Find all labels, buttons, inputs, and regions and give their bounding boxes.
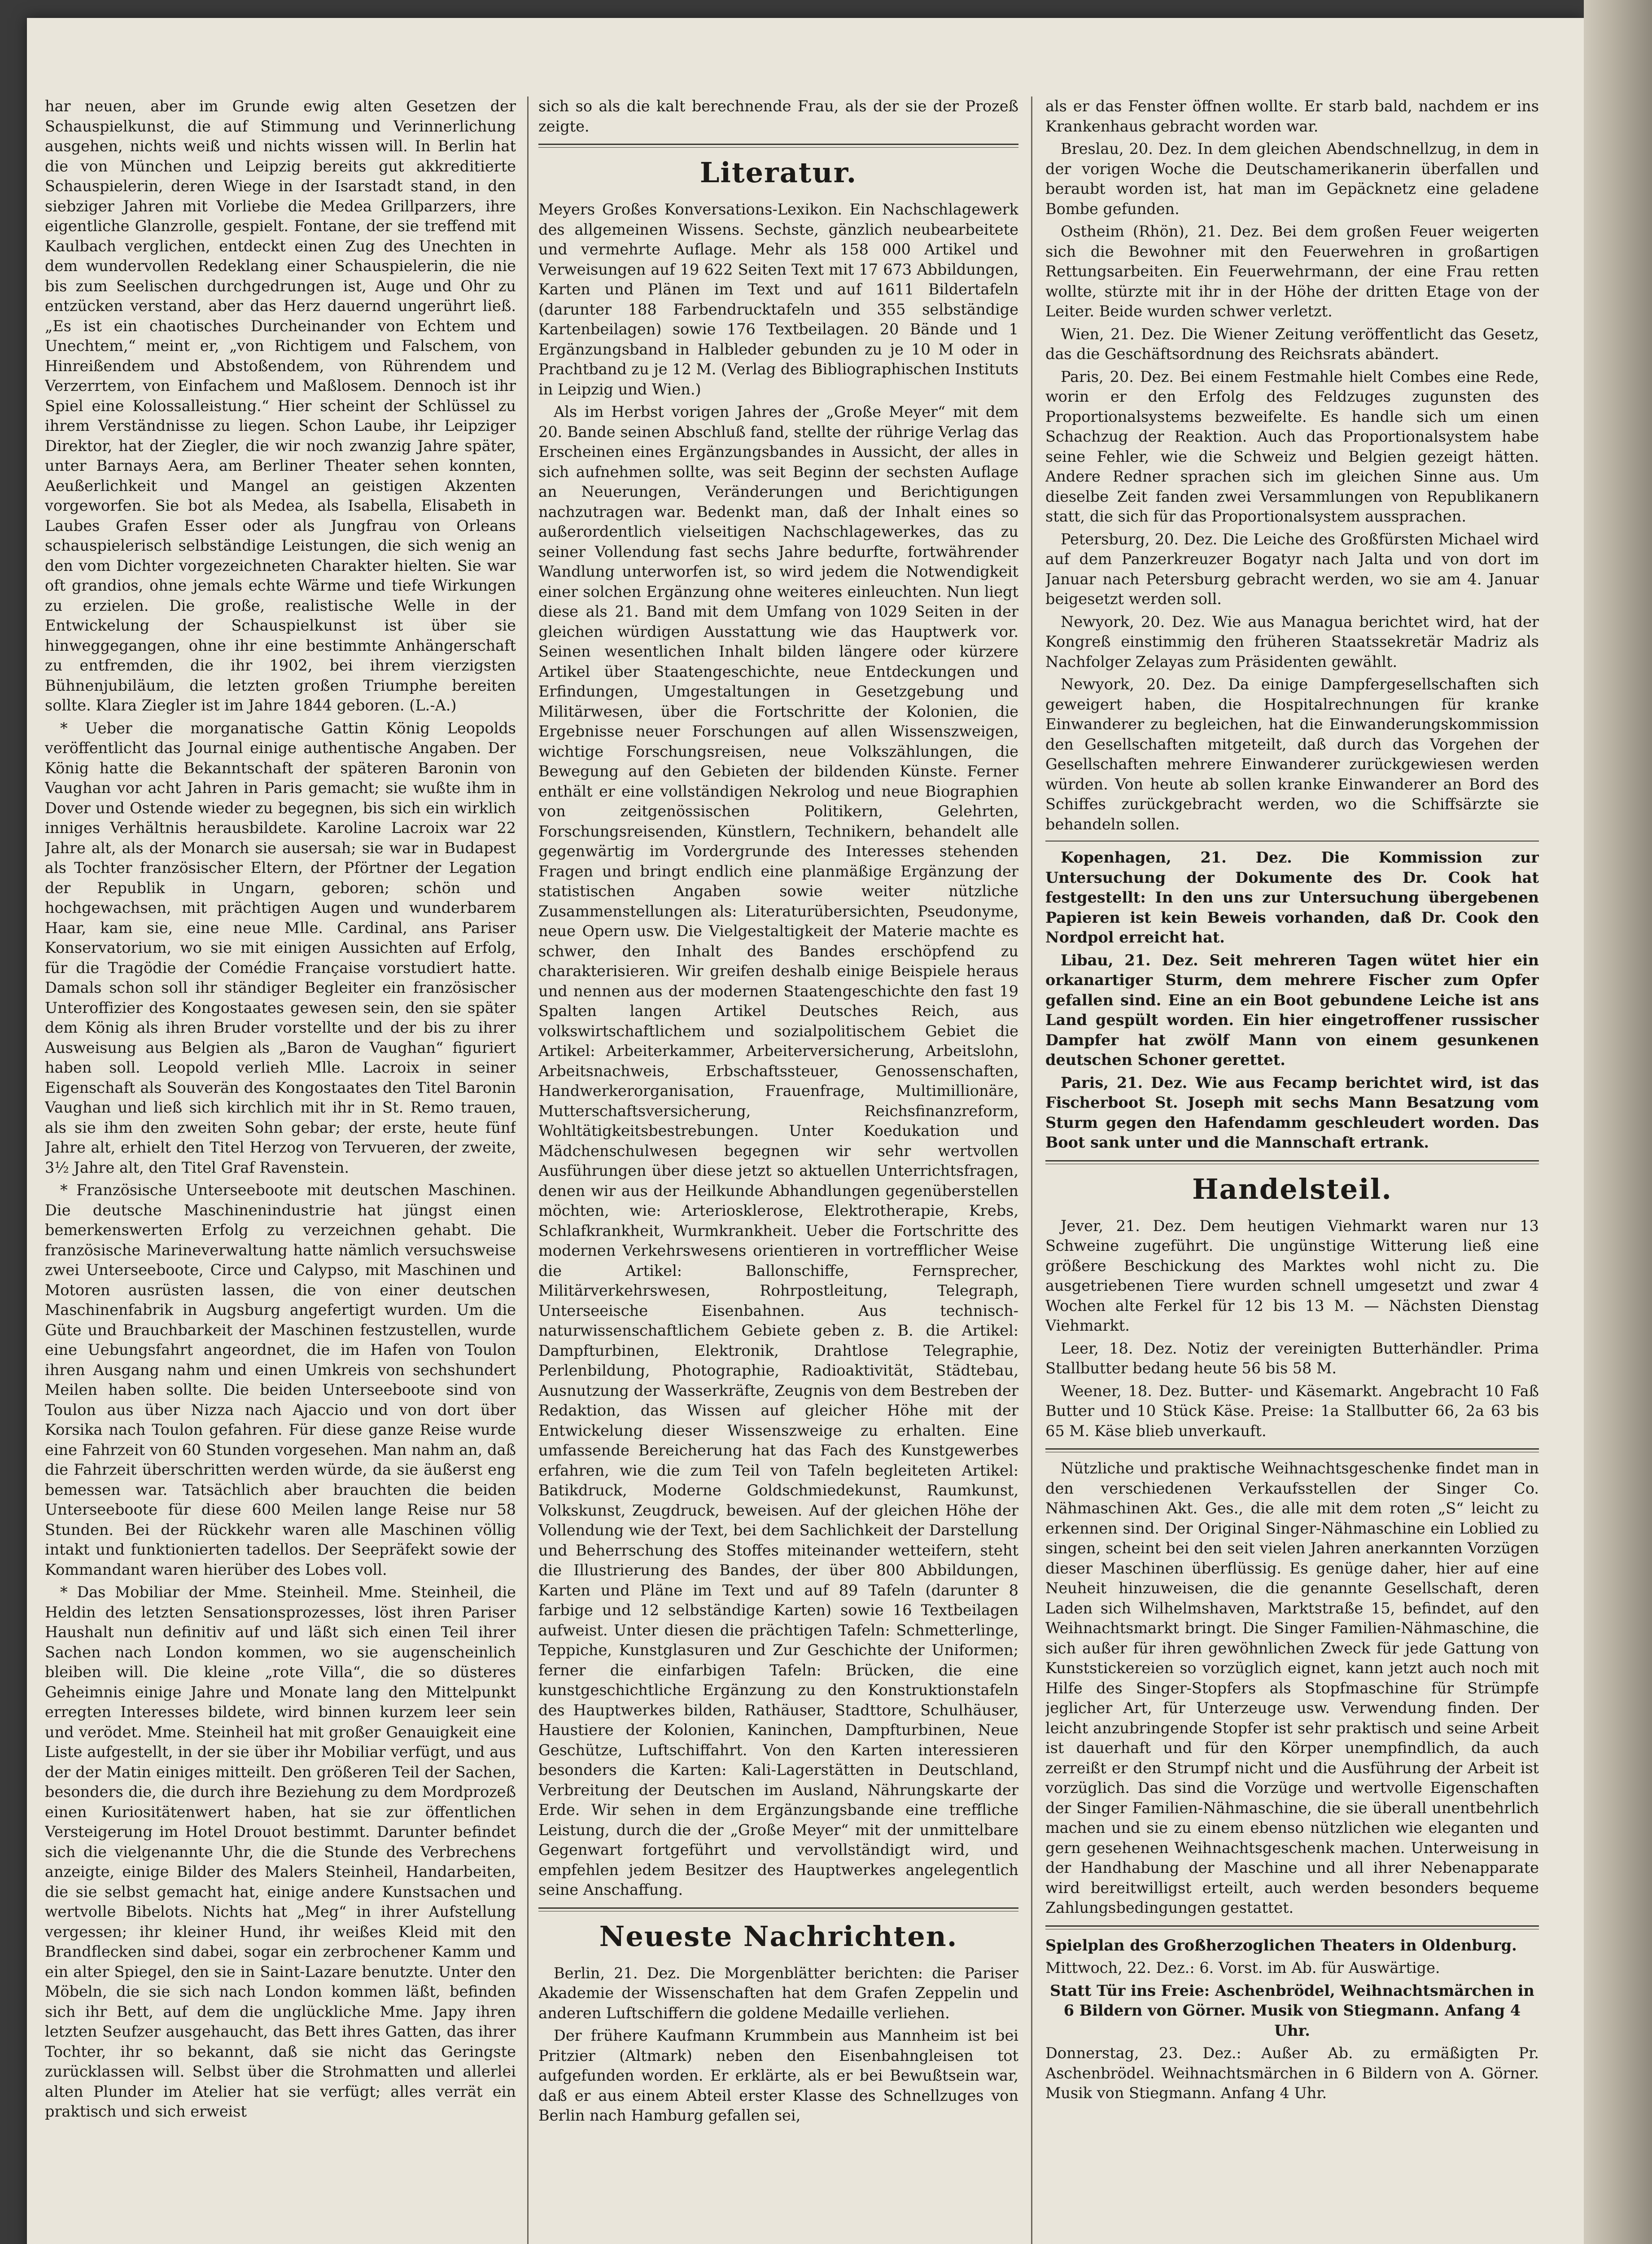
column-left [45,96,516,2244]
advert-singer: Nützliche und praktische Weihnachtsgeschenke findet man in den verschiedenen Verkaufsstellen der Singer Co. Nähmaschinen Akt. Ges., die alle mit dem roten „S“ leicht zu erkennen sind. Der Original Singer-Nähmaschine ein Loblied zu singen, scheint bei den seit vielen Jahren anerkannten Vorzügen dieser Maschinen überflüssig. Es genüge daher, hier auf eine Neuheit hinzuweisen, die die genannte Gesellschaft, deren Laden sich Wilhelmshaven, Marktstraße 15, befindet, auf den Weihnachtsmarkt bringt. Die Singer Familien-Nähmaschine, die sich außer für ihren gewöhnlichen Zweck für jede Gattung von Kunststickereien so vorzüglich eignet, kann jetzt auch noch mit Hilfe des Singer-Stopfers als Stopfmaschine für Strümpfe jeglicher Art, für Unterzeuge usw. Verwendung finden. Der leicht anzubringende Stopfer ist sehr praktisch und seine Arbeit ist dauerhaft und für den Körper unempfindlich, da auch zerreißt er den Strumpf nicht und die Ausführung der Arbeit ist vorzüglich. Das sind die Vorzüge und wertvolle Eigenschaften der Singer Familien-Nähmaschine, die sie überall unentbehrlich machen und sie zu einem ebenso nützlichen wie eleganten und gern gesehenen Weihnachtsgeschenk machen. Unterweisung in der Handhabung der Maschine und all ihrer Nebenapparate wird bereitwilligst erteilt, auch werden besonders bequeme Zahlungsbedingungen gestattet. [1045,1459,1539,1916]
section-title-handelsteil: Handelsteil. [1192,1172,1392,1205]
section-divider [538,144,1018,148]
market-leer: Leer, 18. Dez. Notiz der vereinigten Butterhändler. Prima Stallbutter bedang heute 56 bis 58 M. [1045,1339,1539,1377]
column-middle [538,96,1018,2244]
article-morganatic-wife: * Ueber die morganatische Gattin König Leopolds veröffentlicht das Journal einige authentische Angaben. Der König hatte die Bekanntschaft der späteren Baronin von Vaughan vor acht Jahren in Paris gemacht; sie wußte ihm in Dover und Ostende wieder zu begegnen, bis sich ein wirklich inniges Verhältnis herausbildete. Karoline Lacroix war 22 Jahre alt, als der Monarch sie ausersah; sie war in Budapest als Tochter französischer Eltern, der Pförtner der Legation der Republik in Ungarn, geboren; schön und hochgewachsen, mit prächtigen Augen und wunderbarem Haar, kam sie, eine neue Mlle. Cardinal, ans Pariser Konservatorium, wo sie mit einigen Aussichten auf Erfolg, für die Tragödie der Comédie Française vorstudiert hatte. Damals schon soll ihr ständiger Begleiter ein französischer Unteroffizier des Kongostaates gewesen sein, den sie später dem König als ihren Bruder vorstellte und der bis zu ihrer Ausweisung aus Belgien als „Baron de Vaughan“ figuriert haben soll. Leopold verlieh Mlle. Lacroix in seiner Eigenschaft als Souverän des Kongostaates den Titel Baronin Vaughan und ließ sich kirchlich mit ihr in St. Remo trauen, als sie ihm den zweiten Sohn gebar; der erste, heute fünf Jahre alt, erhielt den Titel Herzog von Tervueren, der zweite, 3½ Jahre alt, den Titel Graf Ravenstein. [45,719,516,1176]
article-continuation: sich so als die kalt berechnende Frau, als der sie der Prozeß zeigte. [538,97,1018,135]
telegram-kopenhagen: Kopenhagen, 21. Dez. Die Kommission zur Untersuchung der Dokumente des Dr. Cook hat festgestellt: In den uns zur Untersuchung übergebenen Papieren ist kein Beweis vorhanden, daß Dr. Cook den Nordpol erreicht hat. [1045,849,1539,946]
theatre-schedule-line: Mittwoch, 22. Dez.: 6. Vorst. im Ab. für Auswärtige. [1045,1959,1440,1977]
review-body: Als im Herbst vorigen Jahres der „Große Meyer“ mit dem 20. Bande seinen Abschluß fand, stellte der rührige Verlag das Erscheinen eines Ergänzungsbandes in Aussicht, der alles in sich aufnehmen sollte, was seit Beginn der sechsten Auflage an Neuerungen, Veränderungen und Berichtigungen nachzutragen war. Bedenkt man, daß der Inhalt eines so außerordentlich vielseitigen Nachschlagewerkes, das zu seiner Vollendung fast sechs Jahre bedurfte, fortwährender Wandlung unterworfen ist, so wird jedem die Notwendigkeit einer solchen Ergänzung ohne weiteres einleuchten. Nun liegt diese als 21. Band mit dem Umfang von 1029 Seiten in der gleichen würdigen Ausstattung wie das Hauptwerk vor. Seinen wesentlichen Inhalt bilden längere oder kürzere Artikel über Staatengeschichte, neue Entdeckungen und Erfindungen, Umgestaltungen in Gesetzgebung und Militärwesen, über die Fortschritte der Kolonien, die Ergebnisse neuer Forschungen auf allen Wissenszweigen, wichtige Forschungsreisen, neue Volkszählungen, die Bewegung auf den Gebieten der bildenden Künste. Ferner enthält er eine vollständigen Nekrolog und neue Biographien von zeitgenössischen Politikern, Gelehrten, Forschungsreisenden, Künstlern, Technikern, behandelt alle gegenwärtig im Vordergrunde des Interesses stehenden Fragen und bringt endlich eine planmäßige Ergänzung der statistischen Angaben sowie weiter nützliche Zusammenstellungen als: Literaturübersichten, Pseudonyme, neue Opern usw. Die Vielgestaltigkeit der Materie machte es schwer, den Inhalt des Bandes erschöpfend zu charakterisieren. Wir greifen deshalb einige Beispiele heraus und nennen aus der modernen Staatengeschichte den fast 19 Spalten langen Artikel Deutsches Reich, aus volkswirtschaftlichem und sozialpolitischem Gebiet die Artikel: Arbeiterkammer, Arbeiterversicherung, Arbeitslohn, Arbeitsnachweis, Erbschaftssteuer, Genossenschaften, Handwerkerorganisation, Frauenfrage, Multimillionäre, Mutterschaftsversicherung, Reichsfinanzreform, Wohltätigkeitsbestrebungen. Unter Koedukation und Mädchenschulwesen begegnen wir sehr wertvollen Ausführungen über diese jetzt so aktuellen Unterrichtsfragen, denen wir aus der Heilkunde Abhandlungen gegenüberstellen möchten, wie: Arteriosklerose, Elektrotherapie, Krebs, Schlafkrankheit, Wurmkrankheit. Ueber die Fortschritte des modernen Verkehrswesens orientieren in vortrefflicher Weise die Artikel: Ballonschiffe, Fernsprecher, Militärverkehrswesen, Rohrpostleitung, Telegraph, Unterseeische Eisenbahnen. Aus technisch-naturwissenschaftlichem Gebiete geben z. B. die Artikel: Dampfturbinen, Elektronik, Drahtlose Telegraphie, Perlenbildung, Photographie, Radioaktivität, Städtebau, Ausnutzung der Wasserkräfte, Zeugnis von dem Bestreben der Redaktion, das Wissen auf gleicher Höhe mit der Entwickelung dieser Wissenszweige zu erhalten. Eine umfassende Bereicherung hat das Fach des Kunstgewerbes erfahren, wie die zum Teil von Tafeln begleiteten Artikel: Batikdruck, Moderne Goldschmiedekunst, Raumkunst, Volkskunst, Zeugdruck, beweisen. Auf der gleichen Höhe der Vollendung wie der Text, bei dem Sachlichkeit der Darstellung und Beherrschung des Stoffes miteinander wetteifern, steht die Illustrierung des Bandes, der über 800 Abbildungen, Karten und Pläne im Text und auf 89 Tafeln (darunter 8 farbige und 12 selbständige Karten) sowie 16 Textbeilagen aufweist. Unter diesen die prächtigen Tafeln: Schmetterlinge, Teppiche, Kunstglasuren und Zur Geschichte der Uniformen; ferner die einfarbigen Tafeln: Brücken, die eine kunstgeschichtliche Ergänzung zu den Konstruktionstafeln des Hauptwerkes bilden, Rathäuser, Stadttore, Schulhäuser, Haustiere der Kolonien, Kaninchen, Dampfturbinen, Neue Geschütze, Luftschiffahrt. Von den Karten interessieren besonders die Karten: Kali-Lagerstätten in Deutschland, Verbreitung der Deutschen im Ausland, Nährungskarte der Erde. Wir sehen in dem Ergänzungsbande eine treffliche Leistung, durch die der „Große Meyer“ mit der unmittelbare Gegenwart fortgeführt und vervollständigt wird, und empfehlen jedem Besitzer des Hauptwerkes angelegentlich seine Anschaffung. [538,403,1018,1898]
theatre-schedule-line: Statt Tür ins Freie: Aschenbrödel, Weihnachtsmärchen in 6 Bildern von Görner. Musik von Stiegmann. Anfang 4 Uhr. [1050,1981,1534,2039]
theatre-schedule-line: Donnerstag, 23. Dez.: Außer Ab. zu ermäßigten Pr. Aschenbrödel. Weihnachtsmärchen in 6 Bildern von A. Görner. Musik von Stiegmann. Anfang 4 Uhr. [1045,2044,1539,2102]
page-edge-background [1584,0,1652,2244]
article-ziegler: har neuen, aber im Grunde ewig alten Gesetzen der Schauspielkunst, die auf Stimmung und Verinnerlichung ausgehen, nichts weiß und nichts wissen will. In Berlin hat die von München und Leipzig bereits gut akkreditierte Schauspielerin, deren Wiege in der Isarstadt stand, in den siebziger Jahren mit Vorliebe die Medea Grillparzers, ihre eigentliche Glanzrolle, gespielt. Fontane, der sie treffend mit Kaulbach verglichen, entdeckt einen Zug des Unechten in dem wundervollen Redeklang einer Schauspielerin, die nie bis zum Seelischen durchgedrungen ist, Auge und Ohr zu entzücken verstand, aber das Herz dauernd ungerührt ließ. „Es ist ein chaotisches Durcheinander von Echtem und Unechtem,“ meint er, „von Richtigem und Falschem, von Hinreißendem und Abstoßendem, von Rührendem und Verzerrtem, von Einfachem und Maßlosem. Dennoch ist ihr Spiel eine Kolossalleistung.“ Hier scheint der Schlüssel zu ihrem Verständnisse zu liegen. Schon Laube, ihr Leipziger Direktor, hat der Ziegler, die wir noch zwanzig Jahre später, unter Barnays Aera, am Berliner Theater sehen konnten, Aeußerlichkeit und Mangel an geistigen Akzenten vorgeworfen. Sie bot als Medea, als Isabella, Elisabeth in Laubes Grafen Esser oder als Jungfrau von Orleans schauspielerisch selbständige Leistungen, die sich wenig an den vom Dichter vorgezeichneten Charakter hielten. Sie war oft grandios, ohne jemals echte Wärme und tiefe Wirkungen zu erzielen. Die große, realistische Welle in der Entwickelung der Schauspielkunst ist über sie hinweggegangen, ohne ihr eine bestimmte Anhängerschaft zu entfremden, die ihr 1902, bei ihrem vierzigsten Bühnenjubiläum, die letzten großen Triumphe bereiten sollte. Klara Ziegler ist im Jahre 1844 geboren. (L.-A.) [45,97,516,714]
column-divider [527,96,529,2244]
news-berlin: Berlin, 21. Dez. Die Morgenblätter berichten: die Pariser Akademie der Wissenschaften hat dem Grafen Zeppelin und anderen Luftschiffern die goldene Medaille verliehen. [538,1964,1018,2022]
news-petersburg: Petersburg, 20. Dez. Die Leiche des Großfürsten Michael wird auf dem Panzerkreuzer Bogatyr nach Jalta und von dort im Januar nach Petersburg gebracht werden, wo sie am 4. Januar beigesetzt werden soll. [1045,530,1539,608]
section-title-nachrichten: Neueste Nachrichten. [599,1920,958,1953]
telegram-paris: Paris, 21. Dez. Wie aus Fecamp berichtet wird, ist das Fischerboot St. Joseph mit sechs Mann Besatzung vom Sturm gegen den Hafendamm geschleudert worden. Das Boot sank unter und die Mannschaft ertrank. [1045,1074,1539,1151]
news-ostheim: Ostheim (Rhön), 21. Dez. Bei dem großen Feuer weigerten sich die Bewohner mit den Feuerwehren in großartigen Rettungsarbeiten. Ein Feuerwehrmann, der eine Frau retten wollte, stürzte mit ihr in der Höhe der dritten Etage von der Leiter. Beide wurden schwer verletzt. [1045,223,1539,320]
section-divider [1045,1925,1539,1929]
section-divider [538,1907,1018,1911]
section-divider [1045,841,1539,842]
column-right [1045,96,1539,2244]
market-jever: Jever, 21. Dez. Dem heutigen Viehmarkt waren nur 13 Schweine zugeführt. Die ungünstige Witterung ließ eine größere Beschickung des Marktes wohl nicht zu. Die ausgetriebenen Tiere wurden schnell umgesetzt und zwar 4 Wochen alte Ferkel für 12 bis 13 M. — Nächsten Dienstag Viehmarkt. [1045,1217,1539,1334]
article-submarines: * Französische Unterseeboote mit deutschen Maschinen. Die deutsche Maschinenindustrie hat jüngst einen bemerkenswerten Erfolg zu verzeichnen gehabt. Die französische Marineverwaltung hatte nämlich versuchsweise zwei Unterseeboote, Circe und Calypso, mit Maschinen und Motoren ausrüsten lassen, die von einer deutschen Maschinenfabrik in Augsburg angefertigt wurden. Um die Güte und Brauchbarkeit der Maschinen festzustellen, wurde eine Uebungsfahrt angeordnet, die im Hafen von Toulon ihren Ausgang nahm und einen Umkreis von sechshundert Meilen haben sollte. Die beiden Unterseeboote sind von Toulon aus über Nizza nach Ajaccio und von dort über Korsika nach Toulon gefahren. Für diese ganze Reise wurde eine Fahrzeit von 60 Stunden vorgesehen. Man nahm an, daß die Fahrzeit überschritten werden würde, da sie äußerst eng bemessen war. Tatsächlich aber brauchten die beiden Unterseeboote für diese 600 Meilen lange Reise nur 58 Stunden. Bei der Rückkehr waren alle Maschinen völlig intakt und funktionierten tadellos. Der Seepräfekt sowie der Kommandant waren hierüber des Lobes voll. [45,1181,516,1578]
newspaper-page [27,18,1584,2244]
news-paris: Paris, 20. Dez. Bei einem Festmahle hielt Combes eine Rede, worin er den Erfolg des Feldzuges zugunsten des Proportionalsystems bezweifelte. Es handle sich um einen Schachzug der Reaktion. Auch das Proportionalsystem habe seine Fehler, wie die Schweiz und Belgien gezeigt hätten. Andere Redner sprachen sich im gleichen Sinne aus. Um dieselbe Zeit fanden zwei Versammlungen von Republikanern statt, die sich für das Proportionalsystem aussprachen. [1045,368,1539,525]
section-title-literatur: Literatur. [699,156,857,189]
news-breslau: Breslau, 20. Dez. In dem gleichen Abendschnellzug, in dem in der vorigen Woche die Deutschamerikanerin überfallen und beraubt worden ist, hat man im Gepäcknetz eine geladene Bombe gefunden. [1045,140,1539,218]
news-newyork-managua: Newyork, 20. Dez. Wie aus Managua berichtet wird, hat der Kongreß einstimmig den früheren Staatssekretär Madriz als Nachfolger Zelayas zum Präsidenten gewählt. [1045,613,1539,671]
telegram-libau: Libau, 21. Dez. Seit mehreren Tagen wütet hier ein orkanartiger Sturm, dem mehrere Fischer zum Opfer gefallen sind. Eine an ein Boot gebundene Leiche ist ans Land gespült worden. Ein hier eingetroffener russischer Dampfer hat zwölf Mann von einem gesunkenen deutschen Schoner gerettet. [1045,951,1539,1069]
section-divider [1045,1448,1539,1452]
theatre-schedule-title: Spielplan des Großherzoglichen Theaters in Oldenburg. [1045,1936,1517,1954]
news-wien: Wien, 21. Dez. Die Wiener Zeitung veröffentlicht das Gesetz, das die Geschäftsordnung des Reichsrats abändert. [1045,325,1539,363]
news-newyork-immigrants: Newyork, 20. Dez. Da einige Dampfergesellschaften sich geweigert haben, die Hospitalrechnungen für kranke Einwanderer zu begleichen, hat die Einwanderungskommission den Gesellschaften mitgeteilt, daß durch das Vorgehen der Gesellschaften mehrere Einwanderer zurückgewiesen werden würden. Von heute ab sollen kranke Einwanderer an Bord des Schiffes zurückgebracht werden, wo die Schiffsärzte sie behandeln sollen. [1045,675,1539,833]
column-divider [1031,96,1032,2244]
section-divider [1045,1160,1539,1164]
article-steinheil: * Das Mobiliar der Mme. Steinheil. Mme. Steinheil, die Heldin des letzten Sensationsprozesses, löst ihren Pariser Haushalt nun definitiv auf und läßt sich einen Teil ihrer Sachen nach London kommen, wo sie augenscheinlich bleiben will. Die kleine „rote Villa“, die so düsteres Geheimnis einige Jahre und Monate lang den Mittelpunkt erregten Interesses bildete, wird binnen kurzem leer sein und verödet. Mme. Steinheil hat mit großer Genauigkeit eine Liste aufgestellt, in der sie über ihr Mobiliar verfügt, und aus der der Matin einiges mitteilt. Den größeren Teil der Sachen, besonders die, die durch ihre Beziehung zu dem Mordprozeß einen Kuriositätenwert haben, hat sie zur öffentlichen Versteigerung im Hotel Drouot bestimmt. Darunter befindet sich die vielgenannte Uhr, die die Stunde des Verbrechens anzeigte, einige Bilder des Malers Steinheil, Handarbeiten, die sie selbst gemacht hat, einige andere Kunstsachen und wertvolle Bibelots. Nichts hat „Meg“ in ihrer Aufstellung vergessen; ihr kleiner Hund, ihr weißes Kleid mit den Brandflecken sind dabei, sogar ein zerbrochener Kamm und ein alter Spiegel, den sie in Saint-Lazare benutzte. Unter den Möbeln, die sie sich nach London kommen läßt, befinden sich ihr Bett, auf dem die unglückliche Mme. Japy ihren letzten Seufzer ausgehaucht, das Bett ihres Gatten, das ihrer Tochter, ihr so bekannt, daß sie nicht das Geringste zurücklassen will. Selbst über die Strohmatten und allerlei alten Plunder im Atelier hat sie verfügt; alles verrät ein praktisch und sich erweist [45,1583,516,2120]
news-continuation: als er das Fenster öffnen wollte. Er starb bald, nachdem er ins Krankenhaus gebracht worden war. [1045,97,1539,135]
news-krummbein: Der frühere Kaufmann Krummbein aus Mannheim ist bei Pritzier (Altmark) neben den Eisenbahngleisen tot aufgefunden worden. Er erklärte, als er bei Bewußtsein war, daß er aus einem Abteil erster Klasse des Schnellzuges von Berlin nach Hamburg gefallen sei, [538,2027,1018,2124]
market-weener: Weener, 18. Dez. Butter- und Käsemarkt. Angebracht 10 Faß Butter und 10 Stück Käse. Preise: 1a Stallbutter 66, 2a 63 bis 65 M. Käse blieb unverkauft. [1045,1382,1539,1440]
review-meyers-lexikon: Meyers Großes Konversations-Lexikon. Ein Nachschlagewerk des allgemeinen Wissens. Sechste, gänzlich neubearbeitete und vermehrte Auflage. Mehr als 158 000 Artikel und Verweisungen auf 19 622 Seiten Text mit 17 673 Abbildungen, Karten und Plänen im Text und auf 1611 Bildertafeln (darunter 188 Farbendrucktafeln und 355 selbständige Kartenbeilagen) sowie 176 Textbeilagen. 20 Bände und 1 Ergänzungsband in Halbleder gebunden zu je 10 M oder in Prachtband zu je 12 M. (Verlag des Bibliographischen Instituts in Leipzig und Wien.) [538,201,1018,398]
